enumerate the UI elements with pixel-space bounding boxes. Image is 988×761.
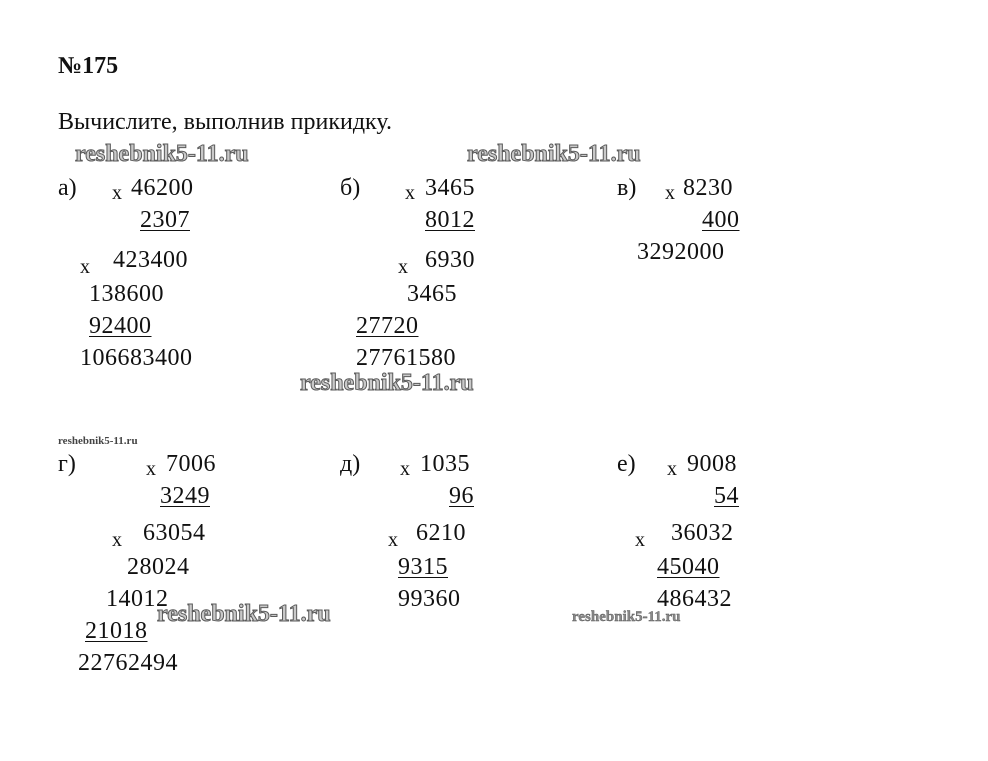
multiplier: 400 xyxy=(702,207,740,233)
multiplier: 2307 xyxy=(140,207,190,233)
product-result: 27761580 xyxy=(356,345,456,371)
watermark: reshebnik5-11.ru xyxy=(75,141,249,167)
multiply-sign: x xyxy=(405,182,415,204)
problem-label: в) xyxy=(617,175,637,201)
partial-product: 138600 xyxy=(89,281,164,307)
multiplicand: 9008 xyxy=(687,451,737,477)
watermark: reshebnik5-11.ru xyxy=(157,601,331,627)
watermark: reshebnik5-11.ru xyxy=(467,141,641,167)
partial-product: 14012 xyxy=(106,586,169,612)
partial-product: 9315 xyxy=(398,554,448,580)
multiply-sign: x xyxy=(398,256,408,278)
partial-product: 6930 xyxy=(425,247,475,273)
watermark: reshebnik5-11.ru xyxy=(58,435,138,447)
problem-label: г) xyxy=(58,451,76,477)
product-result: 22762494 xyxy=(78,650,178,676)
multiplicand: 7006 xyxy=(166,451,216,477)
problem-number: №175 xyxy=(58,53,119,79)
multiply-sign: x xyxy=(400,458,410,480)
multiplicand: 1035 xyxy=(420,451,470,477)
multiplicand: 8230 xyxy=(683,175,733,201)
multiply-sign: x xyxy=(112,529,122,551)
partial-product: 28024 xyxy=(127,554,190,580)
partial-product: 6210 xyxy=(416,520,466,546)
product-result: 486432 xyxy=(657,586,732,612)
multiplicand: 3465 xyxy=(425,175,475,201)
multiplier: 3249 xyxy=(160,483,210,509)
watermark: reshebnik5-11.ru xyxy=(300,370,474,396)
partial-product: 27720 xyxy=(356,313,419,339)
multiplicand: 46200 xyxy=(131,175,194,201)
product-result: 3292000 xyxy=(637,239,725,265)
multiplier: 8012 xyxy=(425,207,475,233)
partial-product: 423400 xyxy=(113,247,188,273)
multiply-sign: x xyxy=(388,529,398,551)
partial-product: 36032 xyxy=(671,520,734,546)
multiply-sign: x xyxy=(112,182,122,204)
multiplier: 96 xyxy=(449,483,474,509)
partial-product: 63054 xyxy=(143,520,206,546)
partial-product: 21018 xyxy=(85,618,148,644)
partial-product: 3465 xyxy=(407,281,457,307)
product-result: 106683400 xyxy=(80,345,193,371)
instruction-text: Вычислите, выполнив прикидку. xyxy=(58,109,392,135)
multiply-sign: x xyxy=(80,256,90,278)
problem-label: а) xyxy=(58,175,77,201)
multiply-sign: x xyxy=(635,529,645,551)
problem-label: д) xyxy=(340,451,361,477)
partial-product: 45040 xyxy=(657,554,720,580)
product-result: 99360 xyxy=(398,586,461,612)
watermark: reshebnik5-11.ru xyxy=(572,609,681,625)
problem-label: б) xyxy=(340,175,361,201)
partial-product: 92400 xyxy=(89,313,152,339)
multiply-sign: x xyxy=(665,182,675,204)
multiply-sign: x xyxy=(667,458,677,480)
problem-label: е) xyxy=(617,451,636,477)
multiplier: 54 xyxy=(714,483,739,509)
multiply-sign: x xyxy=(146,458,156,480)
